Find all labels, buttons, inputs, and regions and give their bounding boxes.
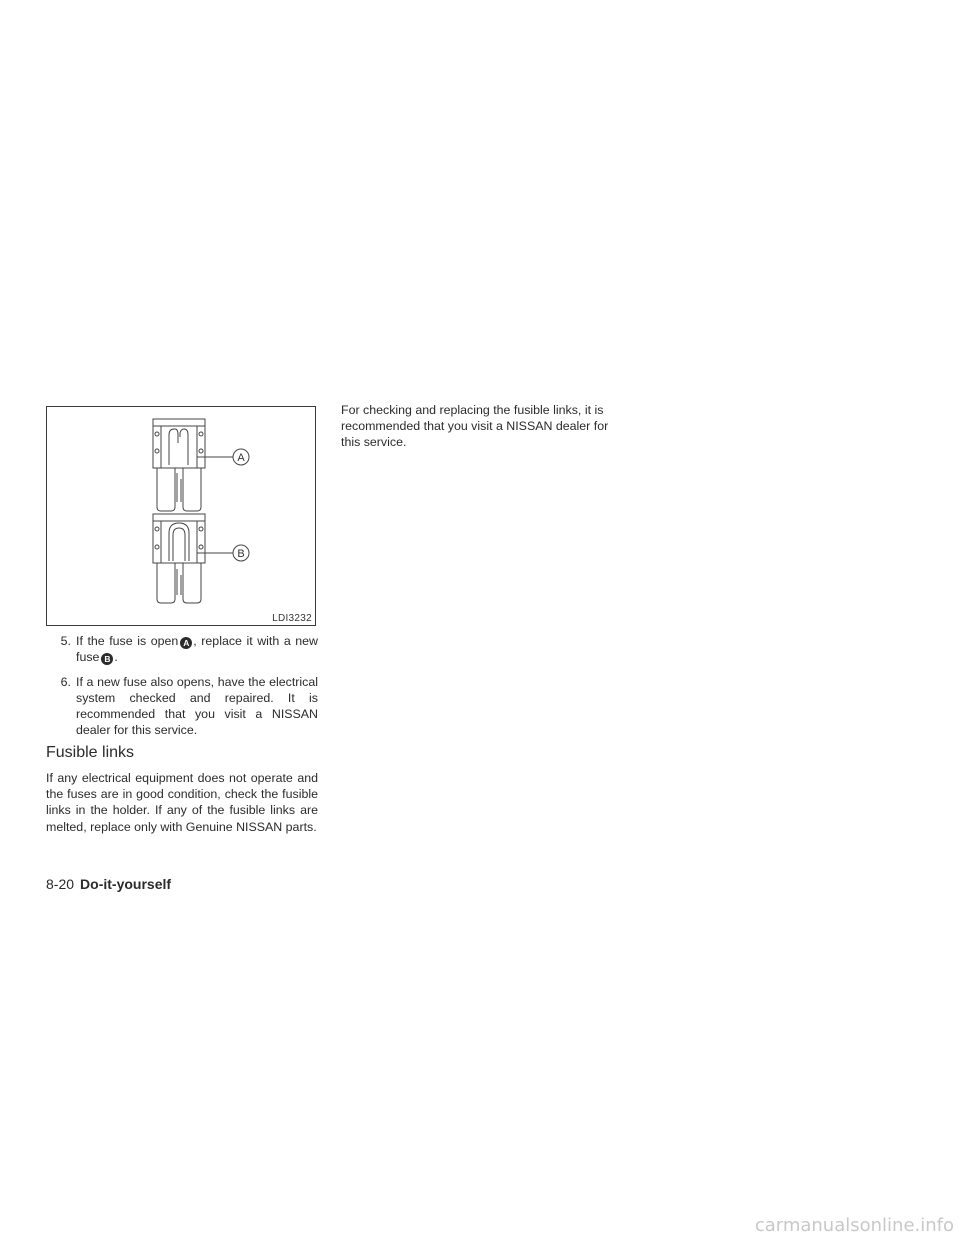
label-a: A [237,452,245,464]
step-text: If a new fuse also opens, have the electrical system checked and repaired. It is recommended that you visit a NISSAN dealer for this service. [76,675,318,737]
step-number: 6. [60,675,71,689]
step-text [76,633,318,665]
page-number: 8-20 [46,876,75,892]
section-title: Fusible links [46,744,135,761]
fuse-drawing [47,407,315,625]
page-footer [46,876,171,892]
callout-a-icon: A [180,637,192,649]
step-text-part: . [114,650,118,664]
step-number: 5. [60,634,71,648]
step-text-part: , replace it with a new fuse [76,634,318,664]
blown-fuse-a [153,419,205,511]
fuse-illustration [46,406,316,626]
steps-list [46,633,318,747]
section-paragraph: If any electrical equipment does not operate and the fuses are in good condition, check the fusible links in the holder. If any of the fusible links are melted, replace only with Genuine NISSAN parts. [46,771,318,834]
good-fuse-b [153,514,205,603]
watermark: carmanualsonline.info [754,1215,954,1236]
label-b: B [237,548,245,560]
figure-code: LDI3232 [272,613,312,624]
step-6 [46,674,318,738]
callout-b-icon: B [101,653,113,665]
chapter-title: Do-it-yourself [80,876,172,892]
right-column-paragraph: For checking and replacing the fusible links, it is recommended that you visit a NISSAN dealer for this service. [341,403,609,450]
step-text-part: If the fuse is open [76,634,179,648]
step-5 [46,633,318,665]
